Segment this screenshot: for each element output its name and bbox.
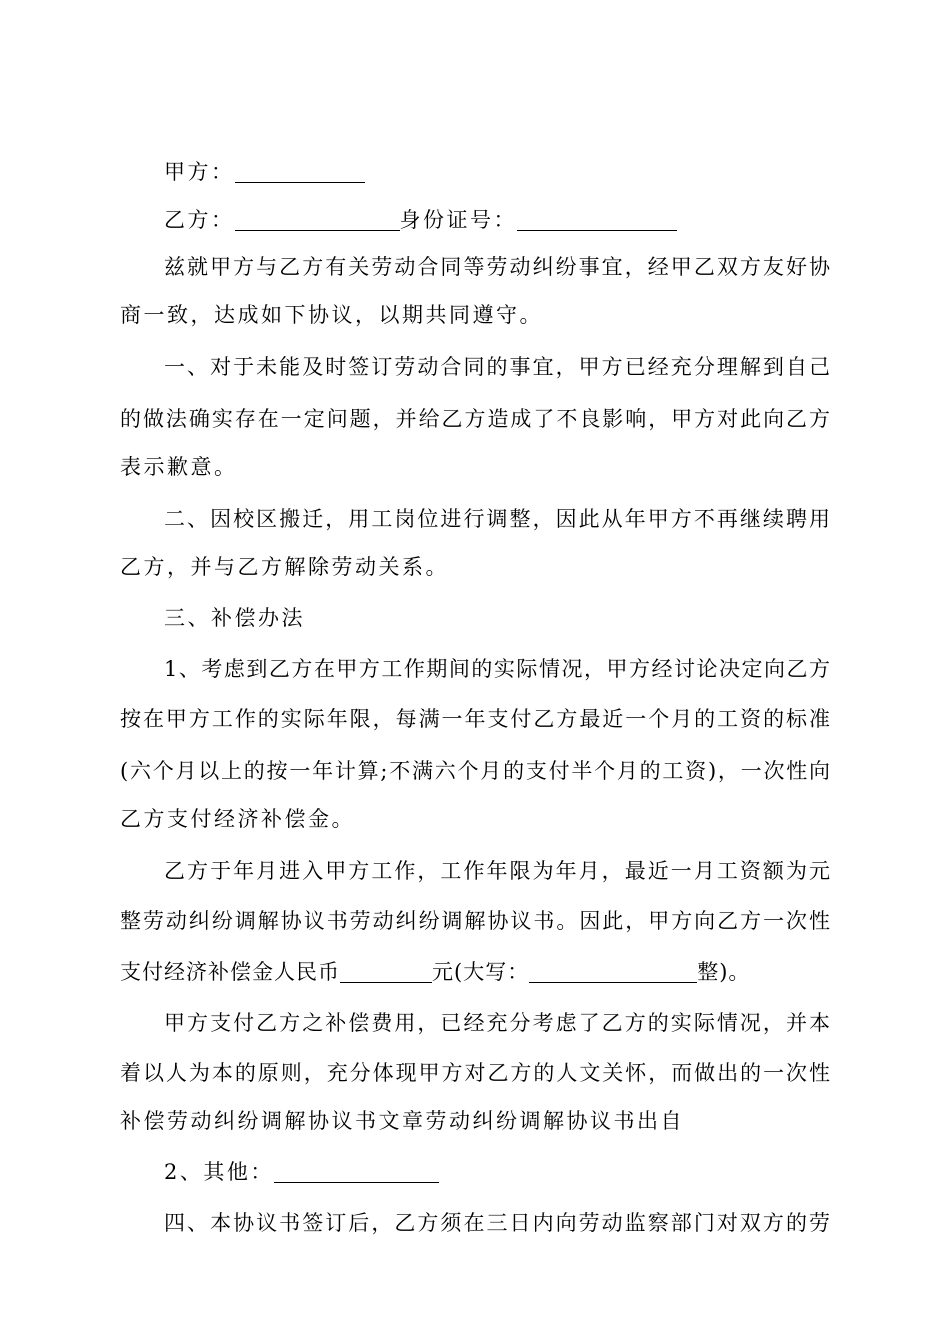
party-a-label: 甲方： (164, 160, 235, 184)
compensation-item1-line-3: (六个月以上的按一年计算;不满六个月的支付半个月的工资)，一次性向 (120, 759, 830, 783)
compensation-para2-line-2: 整劳动纠纷调解协议书劳动纠纷调解协议书。因此，甲方向乙方一次性 (120, 909, 830, 933)
compensation-para3-line-1: 甲方支付乙方之补偿费用，已经充分考虑了乙方的实际情况，并本 (164, 1011, 830, 1035)
amount-words-label: 元(大写： (432, 960, 530, 984)
amount-prefix: 支付经济补偿金人民币 (120, 960, 340, 984)
clause2-line-2: 乙方，并与乙方解除劳动关系。 (120, 555, 449, 579)
intro-line-2: 商一致，达成如下协议，以期共同遵守。 (120, 303, 543, 327)
amount-blank (340, 960, 432, 983)
clause1-line-3: 表示歉意。 (120, 455, 238, 479)
other-blank (274, 1160, 439, 1183)
party-b-blank (235, 208, 400, 231)
party-b-row (164, 204, 884, 234)
other-label: 2、其他： (164, 1160, 274, 1184)
id-number-label: 身份证号： (399, 208, 517, 232)
clause3-heading: 三、补偿办法 (164, 606, 305, 630)
amount-words-blank (529, 960, 697, 983)
party-a-row (164, 156, 884, 186)
clause1-line-2: 的做法确实存在一定问题，并给乙方造成了不良影响，甲方对此向乙方 (120, 407, 830, 431)
clause2-line-1: 二、因校区搬迁，用工岗位进行调整，因此从年甲方不再继续聘用 (164, 507, 830, 531)
party-a-blank (235, 160, 365, 183)
intro-line-1: 兹就甲方与乙方有关劳动合同等劳动纠纷事宜，经甲乙双方友好协 (164, 255, 830, 279)
compensation-para2-line-1: 乙方于年月进入甲方工作，工作年限为年月，最近一月工资额为元 (164, 859, 830, 883)
compensation-para3-line-2: 着以人为本的原则，充分体现甲方对乙方的人文关怀，而做出的一次性 (120, 1061, 830, 1085)
compensation-item1-line-4: 乙方支付经济补偿金。 (120, 807, 355, 831)
id-number-blank (517, 208, 677, 231)
amount-suffix: 整)。 (697, 960, 751, 984)
clause4-line-1: 四、本协议书签订后，乙方须在三日内向劳动监察部门对双方的劳 (164, 1211, 830, 1235)
compensation-para2-line-3 (120, 956, 840, 986)
other-row (164, 1156, 884, 1186)
compensation-item1-line-2: 按在甲方工作的实际年限，每满一年支付乙方最近一个月的工资的标准 (120, 707, 830, 731)
clause1-line-1: 一、对于未能及时签订劳动合同的事宜，甲方已经充分理解到自己 (164, 355, 830, 379)
party-b-label: 乙方： (164, 208, 235, 232)
compensation-item1-line-1: 1、考虑到乙方在甲方工作期间的实际情况，甲方经讨论决定向乙方 (164, 657, 830, 681)
compensation-para3-line-3: 补偿劳动纠纷调解协议书文章劳动纠纷调解协议书出自 (120, 1109, 684, 1133)
